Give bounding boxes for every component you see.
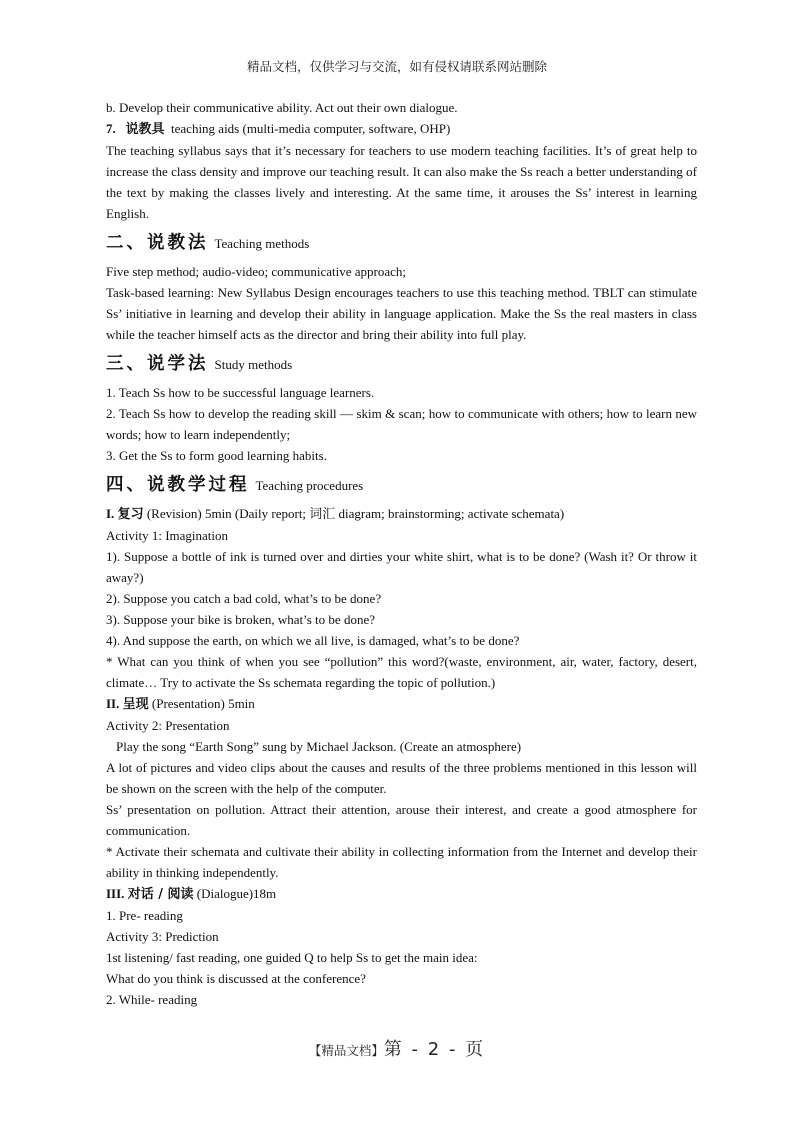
step-number: III. bbox=[106, 886, 125, 901]
item-number: 7. bbox=[106, 121, 116, 136]
document-body bbox=[106, 97, 697, 1010]
section-heading-teaching-procedures bbox=[106, 472, 697, 499]
heading-en: Study methods bbox=[214, 357, 293, 372]
page-footer bbox=[0, 1035, 794, 1061]
step-title-cn: 复习 bbox=[117, 507, 144, 522]
step-title-en: (Dialogue)18m bbox=[196, 886, 277, 901]
teaching-aids-line bbox=[106, 118, 697, 140]
section-heading-teaching-methods bbox=[106, 230, 697, 257]
step-title-cn: 呈现 bbox=[122, 697, 149, 712]
presentation-line bbox=[106, 693, 697, 715]
page-number: 第 - 2 - 页 bbox=[383, 1039, 486, 1060]
list-item: 1. Teach Ss how to be successful language learners. bbox=[106, 385, 375, 400]
step-title-en: (Presentation) 5min bbox=[151, 696, 255, 711]
list-item: 2. Teach Ss how to develop the reading skill — skim & scan; how to communicate with others; how to learn new words; how to learn independently; bbox=[106, 406, 697, 442]
heading-en: Teaching methods bbox=[214, 236, 310, 251]
paragraph: Play the song “Earth Song” sung by Michael Jackson. (Create an atmosphere) bbox=[116, 739, 522, 754]
question: 4). And suppose the earth, on which we all live, is damaged, what’s to be done? bbox=[106, 633, 520, 648]
step-number: I. bbox=[106, 506, 115, 521]
step-number: II. bbox=[106, 696, 120, 711]
step-title-en: (Revision) 5min (Daily report; 词汇 diagram; brainstorming; activate schemata) bbox=[146, 506, 565, 521]
heading-cn: 三、说学法 bbox=[106, 354, 209, 374]
footer-tag: 【精品文档】 bbox=[308, 1043, 384, 1058]
paragraph: What do you think is discussed at the conference? bbox=[106, 971, 366, 986]
item-title-cn: 说教具 bbox=[125, 122, 165, 137]
text-line: b. Develop their communicative ability. Act out their own dialogue. bbox=[106, 100, 458, 115]
note: * What can you think of when you see “pollution” this word?(waste, environment, air, water, factory, desert, climate… Try to activate the Ss schemata regarding the topic of pollution.) bbox=[106, 654, 697, 690]
paragraph: Ss’ presentation on pollution. Attract their attention, arouse their interest, and create a good atmosphere for communication. bbox=[106, 802, 697, 838]
section-heading-study-methods bbox=[106, 351, 697, 378]
list-item: 3. Get the Ss to form good learning habits. bbox=[106, 448, 327, 463]
question: 2). Suppose you catch a bad cold, what’s to be done? bbox=[106, 591, 382, 606]
dialogue-line bbox=[106, 883, 697, 905]
question: 3). Suppose your bike is broken, what’s to be done? bbox=[106, 612, 375, 627]
paragraph: Task-based learning: New Syllabus Design encourages teachers to use this teaching method. TBLT can stimulate Ss’ initiative in learning and develop their ability in language application. Make the Ss the real masters in class while the teacher himself acts as the director and bring their ability into full play. bbox=[106, 285, 697, 342]
activity-title: Activity 2: Presentation bbox=[106, 718, 230, 733]
paragraph: A lot of pictures and video clips about the causes and results of the three problems mentioned in this lesson will be shown on the screen with the help of the computer. bbox=[106, 760, 697, 796]
heading-cn: 二、说教法 bbox=[106, 233, 209, 253]
item-title-en: teaching aids (multi-media computer, software, OHP) bbox=[171, 121, 451, 136]
paragraph: Five step method; audio-video; communicative approach; bbox=[106, 264, 407, 279]
note: * Activate their schemata and cultivate their ability in collecting information from the Internet and develop their ability in thinking independently. bbox=[106, 844, 697, 880]
step-title-cn: 对话 / 阅读 bbox=[127, 887, 194, 902]
heading-en: Teaching procedures bbox=[255, 478, 364, 493]
activity-title: Activity 1: Imagination bbox=[106, 528, 229, 543]
page-header: 精品文档，仅供学习与交流，如有侵权请联系网站删除 bbox=[246, 59, 547, 74]
question: 1). Suppose a bottle of ink is turned over and dirties your white shirt, what is to be done? (Wash it? Or throw it away?) bbox=[106, 549, 697, 585]
paragraph: The teaching syllabus says that it’s necessary for teachers to use modern teaching facilities. It’s of great help to increase the class density and improve our teaching result. It can also make the Ss reach a better understanding of the text by making the classes lively and interesting. At the same time, it arouses the Ss’ interest in learning English. bbox=[106, 143, 697, 221]
revision-line bbox=[106, 503, 697, 525]
list-item: 2. While- reading bbox=[106, 992, 198, 1007]
list-item: 1. Pre- reading bbox=[106, 908, 183, 923]
activity-title: Activity 3: Prediction bbox=[106, 929, 219, 944]
heading-cn: 四、说教学过程 bbox=[106, 475, 250, 495]
paragraph: 1st listening/ fast reading, one guided Q to help Ss to get the main idea: bbox=[106, 950, 478, 965]
